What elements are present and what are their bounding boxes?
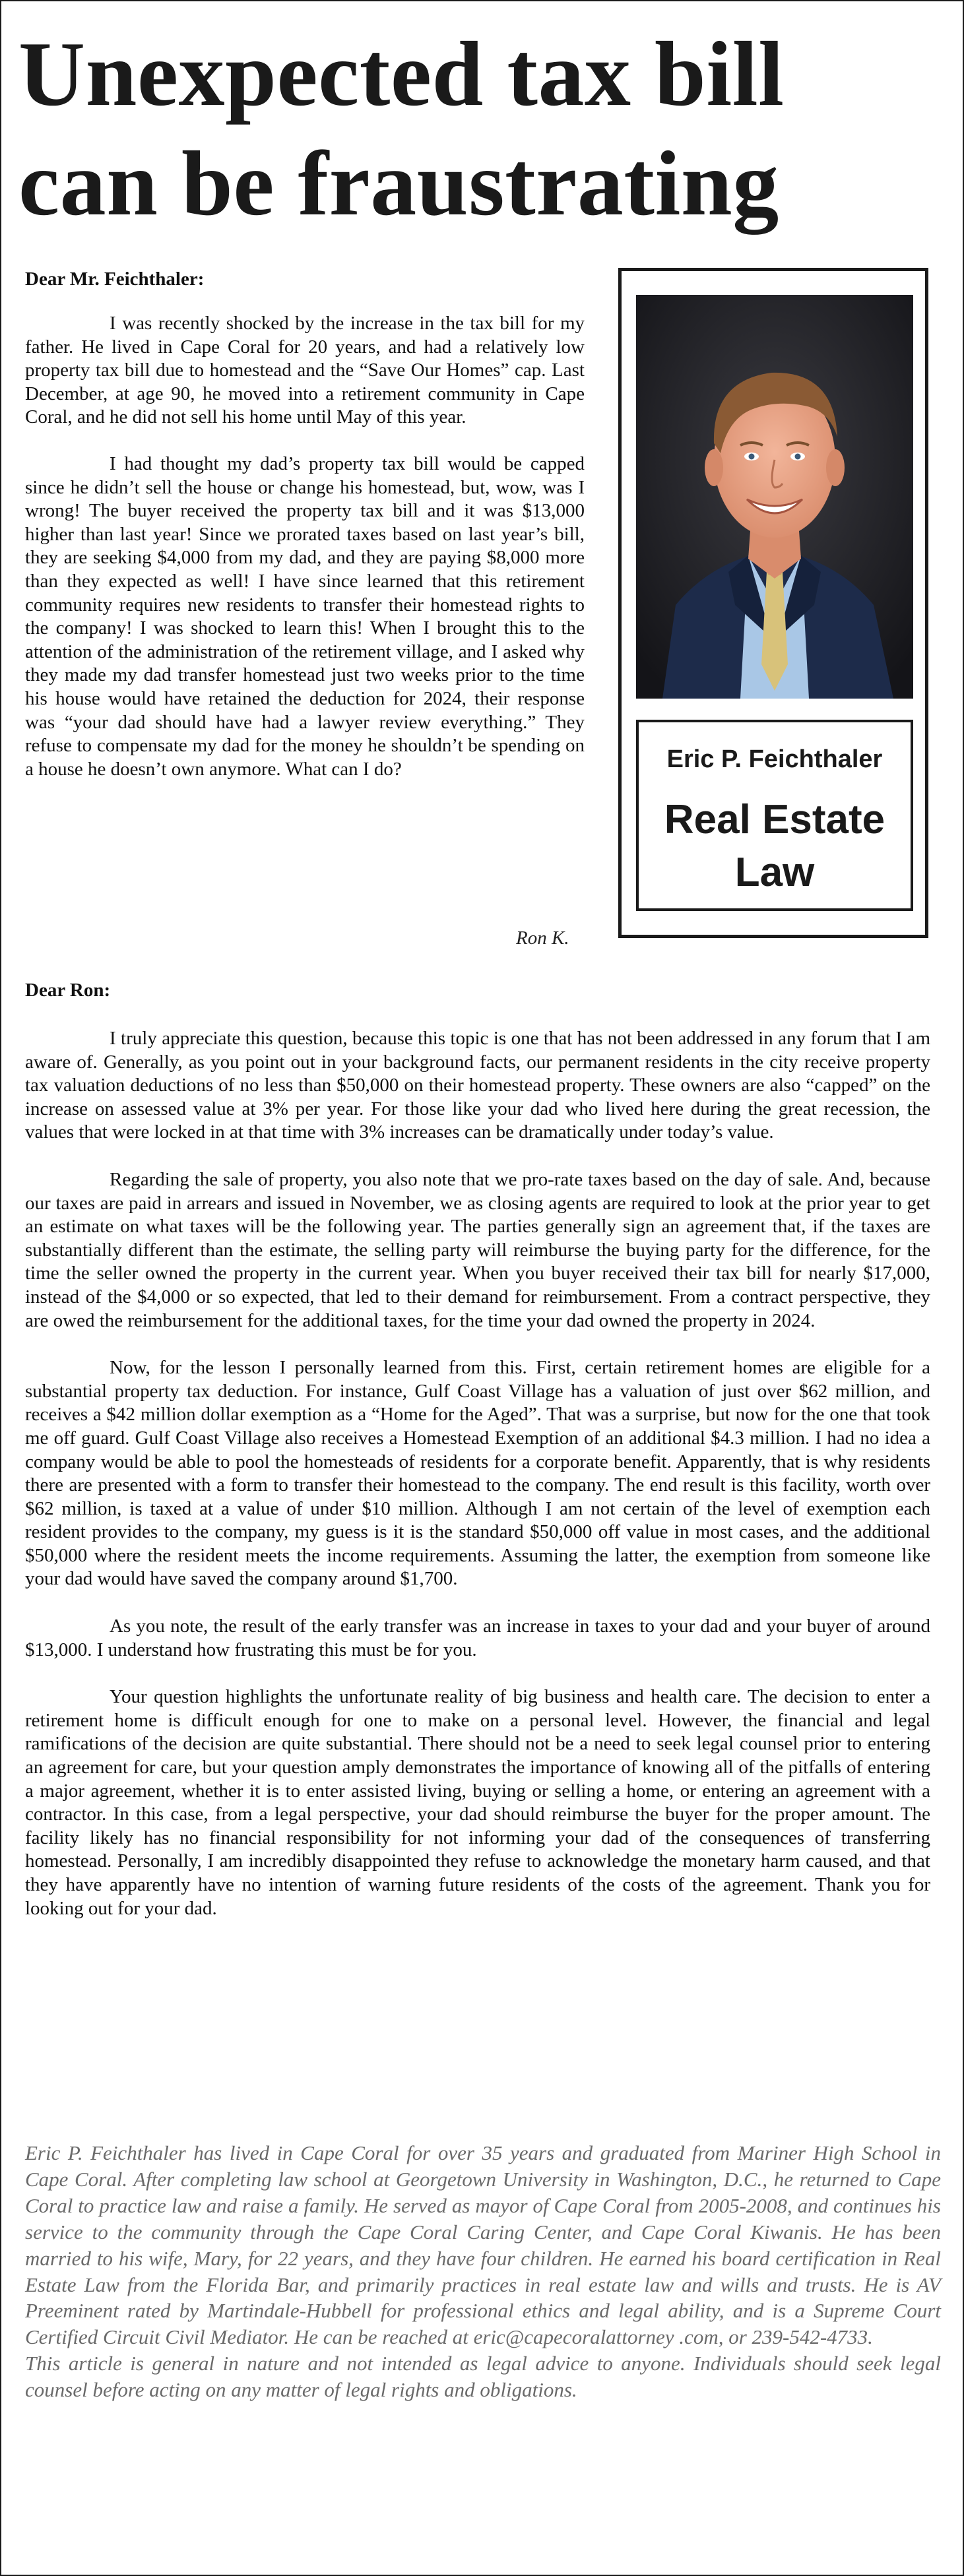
answer-paragraph: Now, for the lesson I personally learned from this. First, certain retirement homes are eligible for a substantial property tax deduction. For instance, Gulf Coast Village has a valuation of just over $62 million, and receives a $42 million dollar exemption as a “Home for the Aged”. That was a surprise, but now for the one that took me off guard. Gulf Coast Village also receives a Homestead Exemption of an additional $4.3 million. I had no idea a company would be able to pool the homesteads of residents for a corporate benefit. Apparently, that is why residents there are presented with a form to transfer their homestead to the company. The end result is this facility, worth over $62 million, is taxed at a value of under $10 million. Although I am not certain of the level of exemption each resident provides to the company, my guess is it is the standard $50,000 off value in most cases, and the additional $50,000 where the resident meets the income requirements. Assuming the latter, the exemption from someone like your dad would have saved the company around $1,700. [25,1357,930,1590]
answer-paragraph: Regarding the sale of property, you also note that we pro-rate taxes based on the day of sale. And, because our taxes are paid in arrears and issued in November, we as closing agents are required to look at the prior year to get an estimate on what taxes will be the following year. The parties generally sign an agreement that, if the taxes are substantially different than the estimate, the selling party will reimburse the buying party for the difference, for the time the seller owned the property in the current year. When you buyer received their tax bill for nearly $17,000, instead of the $4,000 or so expected, that led to their demand for reimbursement. From a contract perspective, they are owed the reimbursement for the additional taxes, for the time your dad owned the property in 2024. [25,1168,930,1331]
practice-area-line-2: Law [734,850,815,895]
headline-line-1: Unexpected tax bill [18,23,785,125]
author-photo [636,295,913,699]
letter-paragraph: I had thought my dad’s property tax bill would be capped since he didn’t sell the house or change his homestead, but, wow, was I wrong! The buyer received the property tax bill and it was $13,000 higher than last year! Since we prorated taxes based on last year’s bill, they are seeking $4,000 from my dad, and they are paying $8,000 more than they expected as well! I have since learned that this retirement community requires new residents to transfer their homestead rights to the company! I was shocked to learn this! When I brought this to the attention of the administration of the retirement village, and I asked why they made my dad transfer homestead just two weeks prior to the time his house would have retained the deduction for 2024, their response was “your dad should have had a lawyer review everything.” They refuse to compensate my dad for the money he shouldn’t be spending on a house he doesn’t own anymore. What can I do? [25,453,585,780]
author-profile-box [618,268,928,938]
letter-greeting: Dear Mr. Feichthaler: [25,268,205,290]
answer-greeting: Dear Ron: [25,980,111,1001]
answer-paragraph: Your question highlights the unfortunate reality of big business and health care. The decision to enter a retirement home is difficult enough for one to make on a personal level. However, the financial and legal ramifications of the decision are quite substantial. There should not be a need to seek legal counsel prior to entering an agreement for care, but your question amply demonstrates the importance of knowing all of the pitfalls of entering a major agreement, whether it is to enter assisted living, buying or selling a home, or entering an agreement with a contractor. In this case, from a legal perspective, your dad should reimburse the buyer for the proper amount. The facility likely has no financial responsibility for not informing your dad of the consequences of transferring homestead. Personally, I am incredibly disappointed they refuse to acknowledge the monetary harm caused, and that they have apparently have no intention of warning future residents of the costs of the agreement. Thank you for looking out for your dad. [25,1686,930,1919]
letter-paragraph: I was recently shocked by the increase in the tax bill for my father. He lived in Cape Coral for 20 years, and had a relatively low property tax bill due to homestead and the “Save Our Homes” cap. Last December, at age 90, he moved into a retirement community in Cape Coral, and he did not sell his home until May of this year. [25,313,585,428]
author-namebox [636,720,913,911]
letter-signoff: Ron K. [516,927,569,949]
answer-paragraph: As you note, the result of the early transfer was an increase in taxes to your dad and your buyer of around $13,000. I understand how frustrating this must be for you. [25,1616,930,1660]
headline [18,20,949,239]
answer-paragraph: I truly appreciate this question, because this topic is one that has not been addressed in any forum that I am aware of. Generally, as you point out in your background facts, our permanent residents in the city receive property tax valuation deductions of no less than $50,000 on their homestead property. These owners are also “capped” on the increase on assessed value at 3% per year. For those like your dad who lived here during the great recession, the values that were locked in at that time with 3% increases can be dramatically under today’s value. [25,1028,930,1143]
headline-line-2: can be fraustrating [18,133,779,235]
reader-letter [25,267,585,781]
bio-text: Eric P. Feichthaler has lived in Cape Coral for over 35 years and graduated from Mariner High School in Cape Coral. After completing law school at Georgetown University in Washington, D.C., he returned to Cape Coral to practice law and raise a family. He served as mayor of Cape Coral from 2005-2008, and continues his service to the community through the Cape Coral Caring Center, and Cape Coral Kiwanis. He has been married to his wife, Mary, for 22 years, and they have four children. He earned his board certification in Real Estate Law from the Florida Bar, and primarily practices in real estate law and wills and trusts. He is AV Preeminent rated by Martindale-Hubbell for professional ethics and legal ability, and is a Supreme Court Certified Circuit Civil Mediator. He can be reached at eric@capecoralattorney .com, or 239-542-4733. [25,2141,941,2349]
attorney-answer [25,1027,930,1920]
practice-area-line-1: Real Estate [664,797,885,842]
author-name: Eric P. Feichthaler [666,745,883,773]
practice-area [639,794,911,899]
author-bio [25,2140,941,2403]
legal-disclaimer: This article is general in nature and not intended as legal advice to anyone. Individuals should seek legal counsel before acting on any matter of legal rights and obligations. [25,2352,941,2402]
